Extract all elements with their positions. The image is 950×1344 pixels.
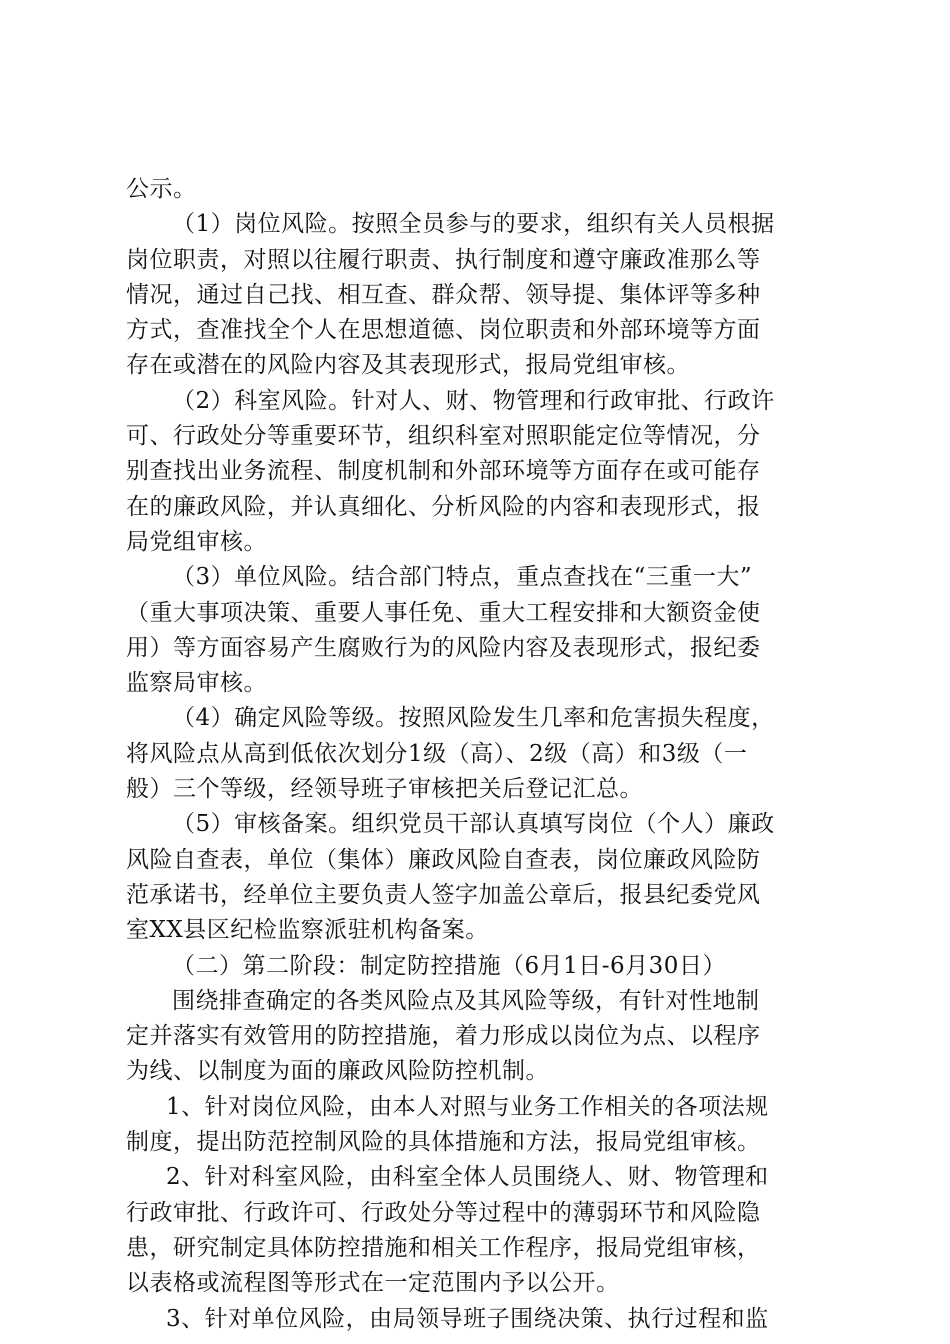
text-line: 可、行政处分等重要环节，组织科室对照职能定位等情况，分: [126, 423, 761, 450]
text-line: 以表格或流程图等形式在一定范围内予以公开。: [126, 1270, 620, 1297]
text-line: 用）等方面容易产生腐败行为的风险内容及表现形式，报纪委: [126, 634, 761, 661]
text-line: （重大事项决策、重要人事任免、重大工程安排和大额资金使: [126, 599, 761, 626]
text-line: （二）第二阶段：制定防控措施（6月1日-6月30日）: [172, 952, 726, 979]
text-line: 将风险点从高到低依次划分1级（高）、2级（高）和3级（一: [126, 740, 748, 767]
text-line: 2、针对科室风险，由科室全体人员围绕人、财、物管理和: [166, 1164, 769, 1191]
text-line: 围绕排查确定的各类风险点及其风险等级，有针对性地制: [172, 987, 760, 1014]
text-line: （5）审核备案。组织党员干部认真填写岗位（个人）廉政: [172, 811, 775, 838]
text-line: 般）三个等级，经领导班子审核把关后登记汇总。: [126, 776, 643, 803]
text-line: （2）科室风险。针对人、财、物管理和行政审批、行政许: [172, 387, 775, 414]
text-line: 制度，提出防范控制风险的具体措施和方法，报局党组审核。: [126, 1129, 761, 1156]
text-line: 存在或潜在的风险内容及其表现形式，报局党组审核。: [126, 352, 690, 379]
text-line: 范承诺书，经单位主要负责人签字加盖公章后，报县纪委党风: [126, 881, 761, 908]
text-line: 为线、以制度为面的廉政风险防控机制。: [126, 1058, 549, 1085]
text-line: 行政审批、行政许可、行政处分等过程中的薄弱环节和风险隐: [126, 1199, 761, 1226]
text-line: 情况，通过自己找、相互查、群众帮、领导提、集体评等多种: [126, 281, 761, 308]
text-line: 3、针对单位风险，由局领导班子围绕决策、执行过程和监: [166, 1305, 769, 1332]
text-line: 患，研究制定具体防控措施和相关工作程序，报局党组审核，: [126, 1234, 761, 1261]
text-line: 别查找出业务流程、制度机制和外部环境等方面存在或可能存: [126, 458, 761, 485]
document-body: [126, 172, 831, 1337]
text-line: （4）确定风险等级。按照风险发生几率和危害损失程度，: [172, 705, 775, 732]
text-line: 岗位职责，对照以往履行职责、执行制度和遵守廉政准那么等: [126, 246, 761, 273]
text-line: 在的廉政风险，并认真细化、分析风险的内容和表现形式，报: [126, 493, 761, 520]
text-line: 室XX县区纪检监察派驻机构备案。: [126, 917, 489, 944]
text-line: 监察局审核。: [126, 670, 267, 697]
text-line: 公示。: [126, 176, 197, 202]
text-line: （3）单位风险。结合部门特点，重点查找在“三重一大”: [172, 564, 753, 591]
text-line: 局党组审核。: [126, 528, 267, 555]
text-line: 1、针对岗位风险，由本人对照与业务工作相关的各项法规: [166, 1093, 769, 1120]
text-line: 方式，查准找全个人在思想道德、岗位职责和外部环境等方面: [126, 317, 761, 344]
text-line: 风险自查表，单位（集体）廉政风险自查表，岗位廉政风险防: [126, 846, 761, 873]
text-line: （1）岗位风险。按照全员参与的要求，组织有关人员根据: [172, 211, 775, 238]
text-line: 定并落实有效管用的防控措施，着力形成以岗位为点、以程序: [126, 1023, 761, 1050]
